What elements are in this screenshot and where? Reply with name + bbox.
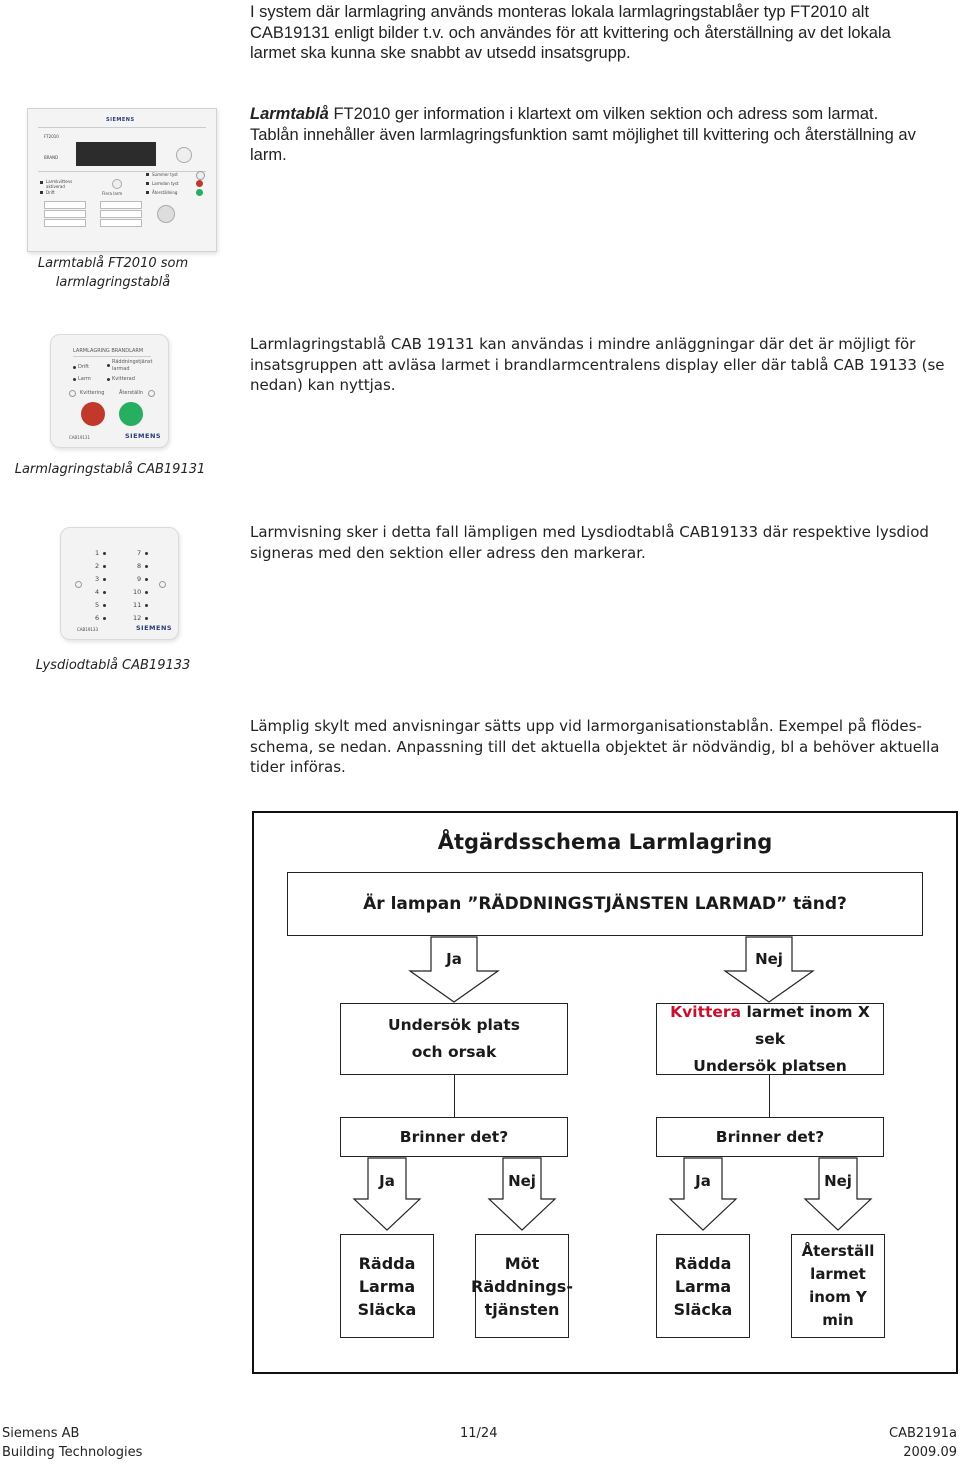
intro-paragraph bbox=[250, 2, 891, 64]
arrow-down-icon bbox=[668, 1157, 738, 1231]
footer-document-id: CAB2191a bbox=[889, 1426, 957, 1441]
ft2010-desc-line-3: larm. bbox=[250, 146, 287, 164]
cab19133-number: 1 bbox=[95, 549, 100, 557]
outcome-meet-box bbox=[471, 1234, 573, 1338]
cab19131-desc-line-1: Larmlagringstablå CAB 19131 kan användas i mindre anläggningar där det är möjligt för bbox=[250, 335, 916, 353]
red-button-icon bbox=[81, 402, 105, 426]
cab19133-number: 2 bbox=[95, 562, 100, 570]
skylt-description bbox=[250, 716, 939, 778]
cab19131-aterstall: Återställn bbox=[119, 390, 144, 396]
left-yes-label: Ja bbox=[379, 1172, 395, 1190]
flowchart-title: Åtgärdsschema Larmlagring bbox=[437, 830, 773, 854]
ft2010-emphasis: Larmtablå bbox=[250, 105, 329, 123]
cab19133-number: 7 bbox=[137, 549, 142, 557]
ft2010-caption-line-1: Larmtablå FT2010 som bbox=[37, 256, 189, 271]
ft2010-desc-line-2: Tablån innehåller även larmlagringsfunktion samt möjlighet till kvittering och återställning av bbox=[250, 125, 916, 144]
burning-question-right bbox=[656, 1117, 884, 1157]
outcome-line: Larma bbox=[358, 1276, 416, 1296]
intro-line-1: I system där larmlagring används monteras lokala larmlagringstablåer typ FT2010 alt bbox=[250, 3, 870, 21]
intro-line-3: larmet ska kunna ske snabbt av utsedd insatsgrupp. bbox=[250, 44, 631, 62]
right-no-label: Nej bbox=[824, 1172, 852, 1190]
question-text: Är lampan ”RÄDDNINGSTJÄNSTEN LARMAD” tänd? bbox=[363, 894, 847, 914]
arrow-down-icon bbox=[723, 936, 815, 1003]
yes-label: Ja bbox=[446, 950, 462, 968]
ft2010-label-summer: Summer tyst bbox=[152, 172, 178, 177]
outcome-rescue-box-2 bbox=[656, 1234, 750, 1338]
footer-date: 2009.09 bbox=[903, 1445, 957, 1460]
outcome-reset-box bbox=[791, 1234, 885, 1338]
ft2010-model: FT2010 bbox=[44, 134, 59, 139]
ft2010-knob-icon bbox=[176, 147, 192, 163]
cab19133-number: 10 bbox=[133, 588, 142, 596]
cab19133-number: 3 bbox=[95, 575, 100, 583]
investigate-line-2: och orsak bbox=[411, 1043, 497, 1061]
skylt-desc-line-1: Lämplig skylt med anvisningar sätts upp vid larmorganisationstablån. Exempel på flödes- bbox=[250, 717, 922, 735]
cab19131-desc-line-2: insatsgruppen att avläsa larmet i brandlarmcentralens display eller där tablå CAB 19133 (se bbox=[250, 355, 945, 374]
ft2010-brand: SIEMENS bbox=[106, 117, 135, 123]
arrow-down-icon bbox=[803, 1157, 873, 1231]
cab19131-raddning-1: Räddningstjänst bbox=[112, 359, 153, 365]
footer-page-number: 11/24 bbox=[460, 1426, 498, 1441]
cab19133-model: CAB19133 bbox=[77, 627, 98, 632]
cab19131-kvitterad: Kvitterad bbox=[112, 376, 135, 382]
outcome-line: Rädda bbox=[358, 1253, 416, 1273]
cab19133-number: 6 bbox=[95, 614, 100, 622]
arrow-down-icon bbox=[408, 936, 500, 1003]
question-box bbox=[287, 872, 923, 936]
cab19133-number: 11 bbox=[133, 601, 142, 609]
outcome-line: Återställ bbox=[801, 1242, 875, 1260]
cab19131-raddning-2: larmad bbox=[112, 366, 130, 372]
right-yes-label: Ja bbox=[695, 1172, 711, 1190]
left-no-label: Nej bbox=[508, 1172, 536, 1190]
ft2010-label-aterstallning: Återställning bbox=[152, 190, 178, 195]
green-button-icon bbox=[119, 402, 143, 426]
connector-line bbox=[769, 1075, 770, 1117]
cab19133-number: 12 bbox=[133, 614, 142, 622]
ft2010-description bbox=[250, 104, 916, 166]
cab19131-brand: SIEMENS bbox=[125, 432, 162, 440]
outcome-line: Möt bbox=[504, 1253, 540, 1273]
arrow-down-icon bbox=[487, 1157, 557, 1231]
outcome-line: Släcka bbox=[357, 1299, 417, 1319]
outcome-line: inom Y min bbox=[809, 1288, 867, 1329]
cab19131-description bbox=[250, 334, 945, 396]
skylt-desc-line-2: schema, se nedan. Anpassning till det aktuella objektet är nödvändig, bl a behöver aktuella bbox=[250, 737, 940, 756]
intro-line-2: CAB19131 enligt bilder t.v. och användes för att kvittering och återställning av det lokala bbox=[250, 23, 891, 42]
outcome-line: Släcka bbox=[673, 1299, 733, 1319]
skylt-desc-line-3: tider införas. bbox=[250, 758, 346, 776]
outcome-line: Räddnings- bbox=[471, 1276, 573, 1296]
ft2010-device-image bbox=[27, 108, 217, 252]
ft2010-label-drift: Drift bbox=[46, 190, 55, 195]
acknowledge-rest: larmet inom X sek bbox=[741, 1002, 870, 1048]
cab19133-desc-line-2: signeras med den sektion eller adress den markerar. bbox=[250, 543, 646, 562]
acknowledge-box bbox=[656, 1003, 884, 1075]
cab19131-caption: Larmlagringstablå CAB19131 bbox=[14, 462, 206, 477]
burning-right-text: Brinner det? bbox=[715, 1128, 825, 1146]
acknowledge-line-2: Undersök platsen bbox=[693, 1056, 847, 1075]
burning-question-left bbox=[340, 1117, 568, 1157]
burning-left-text: Brinner det? bbox=[399, 1128, 509, 1146]
outcome-line: Larma bbox=[674, 1276, 732, 1296]
cab19133-brand: SIEMENS bbox=[136, 624, 173, 632]
footer-division: Building Technologies bbox=[2, 1445, 143, 1460]
ft2010-caption-line-2: larmlagringstablå bbox=[55, 275, 171, 290]
ft2010-desc-line-1: FT2010 ger information i klartext om vilken sektion och adress som larmat. bbox=[328, 105, 879, 123]
cab19131-kvittering: Kvittering bbox=[80, 390, 105, 396]
ft2010-label-kvittens: Larmkvittens aktiverad bbox=[46, 179, 73, 189]
outcome-line: tjänsten bbox=[484, 1299, 560, 1319]
investigate-box bbox=[340, 1003, 568, 1075]
investigate-line-1: Undersök plats bbox=[388, 1016, 520, 1034]
cab19133-desc-line-1: Larmvisning sker i detta fall lämpligen med Lysdiodtablå CAB19133 där respektive lysdiod bbox=[250, 523, 929, 541]
ft2010-label-flera: Flera larm bbox=[102, 191, 123, 196]
cab19131-model: CAB19131 bbox=[69, 435, 90, 440]
outcome-line: Rädda bbox=[674, 1253, 732, 1273]
cab19133-number: 5 bbox=[95, 601, 100, 609]
cab19131-title: LARMLAGRING BRANDLARM bbox=[73, 348, 144, 354]
ft2010-brand-label: BRAND bbox=[44, 155, 59, 160]
footer-company: Siemens AB bbox=[2, 1426, 80, 1441]
cab19131-drift: Drift bbox=[78, 364, 89, 370]
cab19133-number: 8 bbox=[137, 562, 142, 570]
acknowledge-emphasis: Kvittera bbox=[670, 1002, 742, 1021]
outcome-line: larmet bbox=[810, 1265, 866, 1283]
ft2010-label-larmdon: Larmdon tyst bbox=[152, 181, 179, 186]
connector-line bbox=[454, 1075, 455, 1117]
cab19133-device-image bbox=[60, 527, 179, 640]
ft2010-caption bbox=[10, 254, 216, 292]
outcome-rescue-box bbox=[340, 1234, 434, 1338]
cab19133-description bbox=[250, 522, 929, 563]
cab19131-larm: Larm bbox=[78, 376, 91, 382]
cab19133-number: 4 bbox=[95, 588, 100, 596]
cab19131-desc-line-3: nedan) kan nyttjas. bbox=[250, 376, 396, 394]
ft2010-key-lock-icon bbox=[157, 205, 175, 223]
ft2010-display bbox=[76, 142, 156, 166]
cab19133-caption: Lysdiodtablå CAB19133 bbox=[35, 658, 191, 673]
cab19133-number: 9 bbox=[137, 575, 142, 583]
cab19131-device-image bbox=[50, 334, 169, 448]
ft2010-small-button-icon bbox=[112, 179, 122, 189]
no-label: Nej bbox=[755, 950, 783, 968]
arrow-down-icon bbox=[352, 1157, 422, 1231]
